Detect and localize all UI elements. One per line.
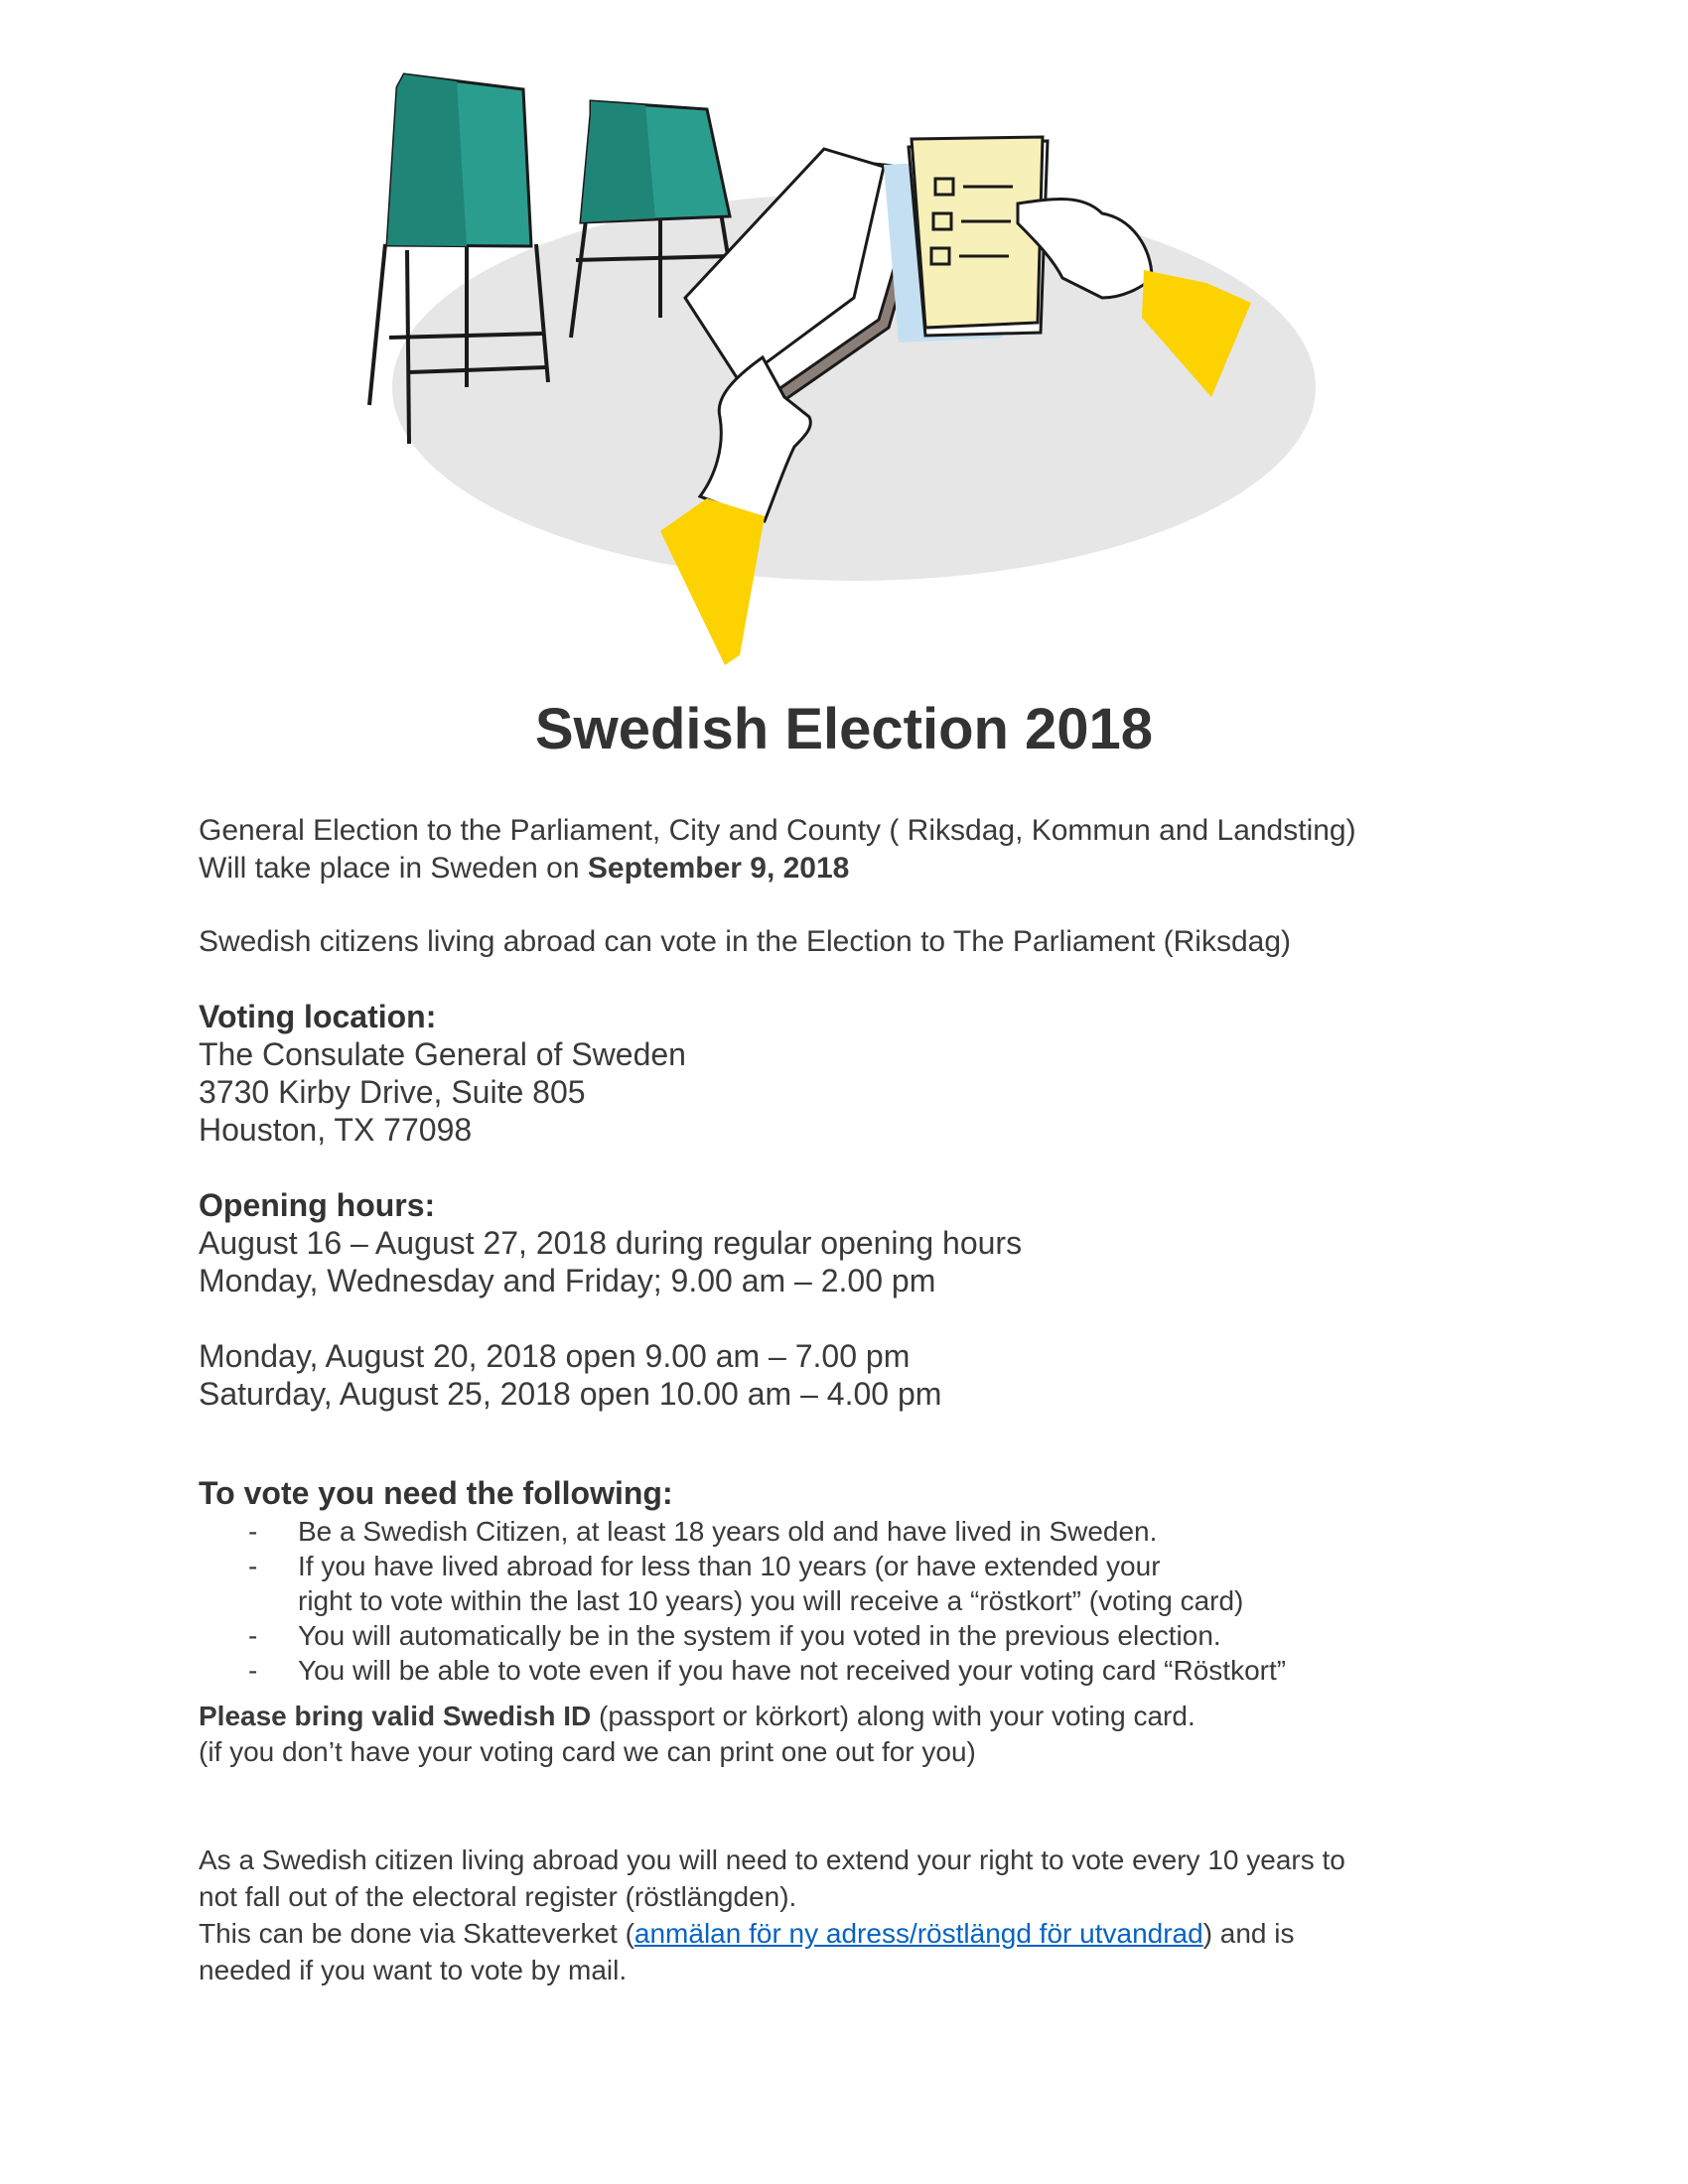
link-suffix: ) and is	[1202, 1918, 1295, 1949]
opening-hours-heading: Opening hours:	[199, 1187, 436, 1223]
id-note-bold: Please bring valid Swedish ID	[199, 1701, 592, 1731]
bullet-dash: -	[248, 1516, 258, 1547]
hours-line: Saturday, August 25, 2018 open 10.00 am – 4.00 pm	[199, 1376, 942, 1412]
id-note	[199, 1698, 1196, 1735]
list-item	[199, 1618, 1286, 1653]
checklist-paper	[909, 137, 1048, 336]
list-item	[199, 1653, 1286, 1688]
location-line: 3730 Kirby Drive, Suite 805	[199, 1074, 586, 1110]
location-line: The Consulate General of Sweden	[199, 1036, 686, 1072]
abroad-voting-line: Swedish citizens living abroad can vote in the Election to The Parliament (Riksdag)	[199, 925, 1292, 958]
intro-prefix: Will take place in Sweden on	[199, 852, 588, 885]
hours-line: Monday, August 20, 2018 open 9.00 am – 7.00 pm	[199, 1338, 911, 1374]
list-item-continuation	[199, 1583, 1286, 1618]
requirements-list	[199, 1514, 1286, 1688]
list-item-text: If you have lived abroad for less than 10 years (or have extended your	[298, 1551, 1161, 1581]
page-title: Swedish Election 2018	[534, 697, 1154, 761]
bullet-dash: -	[248, 1551, 258, 1581]
list-item-text: You will be able to vote even if you have not received your voting card “Röstkort”	[298, 1655, 1287, 1686]
extend-note-line: not fall out of the electoral register (röstlängden).	[199, 1881, 797, 1912]
election-date: September 9, 2018	[587, 852, 850, 885]
requirements-heading: To vote you need the following:	[199, 1475, 673, 1511]
hours-line: Monday, Wednesday and Friday; 9.00 am – 2.00 pm	[199, 1263, 936, 1298]
skatteverket-link[interactable]: anmälan för ny adress/röstlängd för utvandrad	[633, 1918, 1203, 1949]
hours-line: August 16 – August 27, 2018 during regular opening hours	[199, 1225, 1023, 1261]
extend-note-line: As a Swedish citizen living abroad you will need to extend your right to vote every 10 years to	[199, 1844, 1345, 1875]
intro-line-1: General Election to the Parliament, City and County ( Riksdag, Kommun and Landsting)	[199, 814, 1356, 847]
list-item-text: right to vote within the last 10 years) you will receive a “röstkort” (voting card)	[298, 1585, 1244, 1616]
link-prefix: This can be done via Skatteverket (	[199, 1918, 634, 1949]
id-note-line-2: (if you don’t have your voting card we can print one out for you)	[199, 1736, 976, 1767]
extend-note-line	[199, 1915, 1295, 1953]
list-item-text: Be a Swedish Citizen, at least 18 years old and have lived in Sweden.	[298, 1516, 1158, 1547]
id-note-rest: (passport or körkort) along with your voting card.	[591, 1701, 1196, 1731]
bullet-dash: -	[248, 1655, 258, 1686]
list-item	[199, 1514, 1286, 1549]
list-item-text: You will automatically be in the system if you voted in the previous election.	[298, 1620, 1221, 1651]
voting-location-heading: Voting location:	[199, 999, 437, 1034]
list-item	[199, 1549, 1286, 1583]
location-line: Houston, TX 77098	[199, 1112, 473, 1148]
extend-note-line: needed if you want to vote by mail.	[199, 1955, 628, 1985]
intro-line-2	[199, 850, 849, 887]
bullet-dash: -	[248, 1620, 258, 1651]
voting-illustration	[0, 0, 1688, 695]
